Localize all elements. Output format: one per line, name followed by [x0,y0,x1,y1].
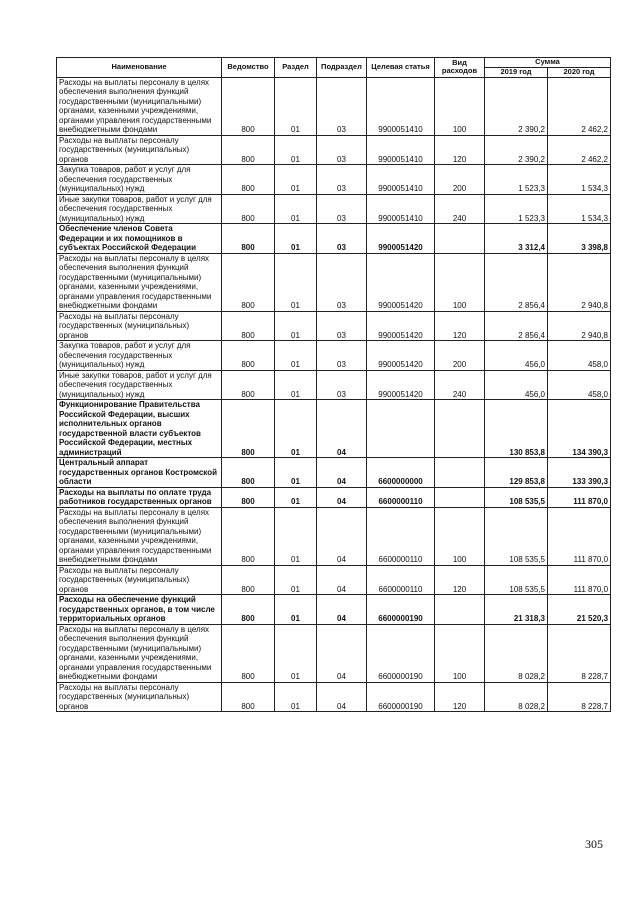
cell-exptype: 100 [435,253,485,311]
cell-name: Иные закупки товаров, работ и услуг для обеспечения государственных (муниципальных) нужд [57,370,222,400]
cell-target: 9900051410 [367,135,435,165]
cell-2020: 2 940,8 [548,253,611,311]
cell-section: 01 [275,194,317,224]
cell-subsection: 04 [317,487,367,507]
table-row [57,507,611,565]
page-number: 305 [585,837,603,851]
budget-table [56,57,611,712]
cell-2020: 111 870,0 [548,507,611,565]
cell-target: 6600000110 [367,507,435,565]
header-2019: 2019 год [485,68,548,78]
cell-2019: 8 028,2 [485,624,548,682]
table-row [57,135,611,165]
cell-dept: 800 [222,507,275,565]
cell-target: 6600000110 [367,487,435,507]
cell-dept: 800 [222,165,275,195]
cell-subsection: 04 [317,458,367,488]
cell-section: 01 [275,77,317,135]
cell-exptype [435,458,485,488]
cell-section: 01 [275,135,317,165]
cell-2019: 108 535,5 [485,507,548,565]
table-row [57,311,611,341]
cell-2020: 2 940,8 [548,311,611,341]
header-section: Раздел [275,58,317,78]
header-2020: 2020 год [548,68,611,78]
cell-dept: 800 [222,595,275,625]
cell-name: Расходы на выплаты персоналу государственных (муниципальных) органов [57,565,222,595]
cell-2019: 1 523,3 [485,165,548,195]
cell-section: 01 [275,458,317,488]
cell-2020: 8 228,7 [548,682,611,712]
table-row [57,224,611,254]
table-row [57,400,611,458]
cell-dept: 800 [222,224,275,254]
table-body [57,77,611,712]
cell-target: 9900051420 [367,311,435,341]
cell-section: 01 [275,400,317,458]
cell-target: 9900051410 [367,77,435,135]
cell-subsection: 03 [317,341,367,371]
cell-target: 6600000190 [367,624,435,682]
cell-subsection: 03 [317,194,367,224]
cell-2020: 111 870,0 [548,565,611,595]
table-row [57,194,611,224]
cell-2020: 134 390,3 [548,400,611,458]
cell-2020: 3 398,8 [548,224,611,254]
cell-target: 9900051420 [367,341,435,371]
cell-section: 01 [275,565,317,595]
cell-target: 9900051420 [367,224,435,254]
cell-subsection: 03 [317,311,367,341]
cell-2019: 2 390,2 [485,135,548,165]
cell-target: 6600000110 [367,565,435,595]
cell-name: Расходы на обеспечение функций государственных органов, в том числе территориальных органов [57,595,222,625]
cell-dept: 800 [222,253,275,311]
cell-name: Обеспечение членов Совета Федерации и их помощников в субъектах Российской Федерации [57,224,222,254]
header-exptype: Вид расходов [435,58,485,78]
cell-2020: 133 390,3 [548,458,611,488]
cell-section: 01 [275,224,317,254]
cell-exptype: 200 [435,341,485,371]
cell-subsection: 03 [317,135,367,165]
cell-name: Расходы на выплаты по оплате труда работников государственных органов [57,487,222,507]
cell-name: Расходы на выплаты персоналу в целях обеспечения выполнения функций государственными (муниципальными) органами, казенными учреждениями, органами управления государственными внебюджетными фондами [57,624,222,682]
cell-exptype: 120 [435,311,485,341]
cell-section: 01 [275,311,317,341]
cell-name: Функционирование Правительства Российской Федерации, высших исполнительных органов государственной власти субъектов Российской Федерации, местных администраций [57,400,222,458]
cell-2019: 108 535,5 [485,487,548,507]
cell-2019: 3 312,4 [485,224,548,254]
cell-name: Центральный аппарат государственных органов Костромской области [57,458,222,488]
cell-target: 6600000190 [367,682,435,712]
cell-target: 9900051420 [367,253,435,311]
cell-2019: 108 535,5 [485,565,548,595]
cell-2020: 111 870,0 [548,487,611,507]
cell-name: Расходы на выплаты персоналу государственных (муниципальных) органов [57,135,222,165]
cell-exptype [435,595,485,625]
cell-subsection: 04 [317,400,367,458]
cell-exptype: 120 [435,682,485,712]
cell-exptype: 200 [435,165,485,195]
cell-2019: 2 856,4 [485,253,548,311]
cell-dept: 800 [222,370,275,400]
cell-dept: 800 [222,565,275,595]
cell-subsection: 03 [317,165,367,195]
table-row [57,682,611,712]
header-dept: Ведомство [222,58,275,78]
cell-exptype: 120 [435,565,485,595]
cell-exptype [435,400,485,458]
cell-section: 01 [275,682,317,712]
cell-subsection: 04 [317,565,367,595]
cell-subsection: 04 [317,595,367,625]
cell-section: 01 [275,165,317,195]
cell-name: Расходы на выплаты персоналу государственных (муниципальных) органов [57,311,222,341]
cell-exptype: 120 [435,135,485,165]
cell-2019: 8 028,2 [485,682,548,712]
cell-2020: 2 462,2 [548,77,611,135]
cell-2019: 456,0 [485,341,548,371]
header-target: Целевая статья [367,58,435,78]
table-row [57,165,611,195]
cell-exptype: 240 [435,194,485,224]
cell-section: 01 [275,341,317,371]
cell-exptype: 100 [435,507,485,565]
cell-2020: 8 228,7 [548,624,611,682]
table-row [57,77,611,135]
table-row [57,565,611,595]
cell-2020: 458,0 [548,370,611,400]
cell-subsection: 03 [317,253,367,311]
header-name: Наименование [57,58,222,78]
cell-dept: 800 [222,77,275,135]
cell-target: 9900051410 [367,194,435,224]
cell-subsection: 03 [317,224,367,254]
cell-name: Закупка товаров, работ и услуг для обеспечения государственных (муниципальных) нужд [57,341,222,371]
cell-dept: 800 [222,341,275,371]
cell-2019: 21 318,3 [485,595,548,625]
cell-section: 01 [275,487,317,507]
cell-name: Расходы на выплаты персоналу государственных (муниципальных) органов [57,682,222,712]
cell-2020: 2 462,2 [548,135,611,165]
table-row [57,341,611,371]
table-row [57,595,611,625]
cell-subsection: 03 [317,370,367,400]
cell-target: 9900051420 [367,370,435,400]
cell-target [367,400,435,458]
cell-target: 9900051410 [367,165,435,195]
cell-exptype [435,224,485,254]
cell-2020: 21 520,3 [548,595,611,625]
cell-2019: 456,0 [485,370,548,400]
header-subsection: Подраздел [317,58,367,78]
cell-2020: 1 534,3 [548,165,611,195]
cell-name: Расходы на выплаты персоналу в целях обеспечения выполнения функций государственными (муниципальными) органами, казенными учреждениями, органами управления государственными внебюджетными фондами [57,253,222,311]
cell-name: Расходы на выплаты персоналу в целях обеспечения выполнения функций государственными (муниципальными) органами, казенными учреждениями, органами управления государственными внебюджетными фондами [57,77,222,135]
cell-2019: 2 856,4 [485,311,548,341]
cell-dept: 800 [222,194,275,224]
cell-section: 01 [275,595,317,625]
cell-exptype: 240 [435,370,485,400]
cell-section: 01 [275,253,317,311]
cell-2019: 130 853,8 [485,400,548,458]
cell-dept: 800 [222,400,275,458]
cell-2020: 1 534,3 [548,194,611,224]
cell-2020: 458,0 [548,341,611,371]
cell-target: 6600000190 [367,595,435,625]
table-row [57,458,611,488]
cell-2019: 129 853,8 [485,458,548,488]
cell-exptype: 100 [435,77,485,135]
header-sum: Сумма [485,58,611,68]
cell-2019: 2 390,2 [485,77,548,135]
cell-name: Закупка товаров, работ и услуг для обеспечения государственных (муниципальных) нужд [57,165,222,195]
cell-dept: 800 [222,487,275,507]
table-row [57,487,611,507]
table-row [57,624,611,682]
cell-target: 6600000000 [367,458,435,488]
cell-section: 01 [275,370,317,400]
table-row [57,370,611,400]
cell-subsection: 04 [317,682,367,712]
cell-dept: 800 [222,458,275,488]
cell-subsection: 04 [317,624,367,682]
cell-subsection: 04 [317,507,367,565]
cell-dept: 800 [222,682,275,712]
cell-name: Иные закупки товаров, работ и услуг для обеспечения государственных (муниципальных) нужд [57,194,222,224]
cell-dept: 800 [222,311,275,341]
cell-dept: 800 [222,135,275,165]
cell-exptype: 100 [435,624,485,682]
cell-exptype [435,487,485,507]
cell-section: 01 [275,624,317,682]
cell-section: 01 [275,507,317,565]
cell-subsection: 03 [317,77,367,135]
cell-name: Расходы на выплаты персоналу в целях обеспечения выполнения функций государственными (муниципальными) органами, казенными учреждениями, органами управления государственными внебюджетными фондами [57,507,222,565]
cell-2019: 1 523,3 [485,194,548,224]
cell-dept: 800 [222,624,275,682]
table-row [57,253,611,311]
